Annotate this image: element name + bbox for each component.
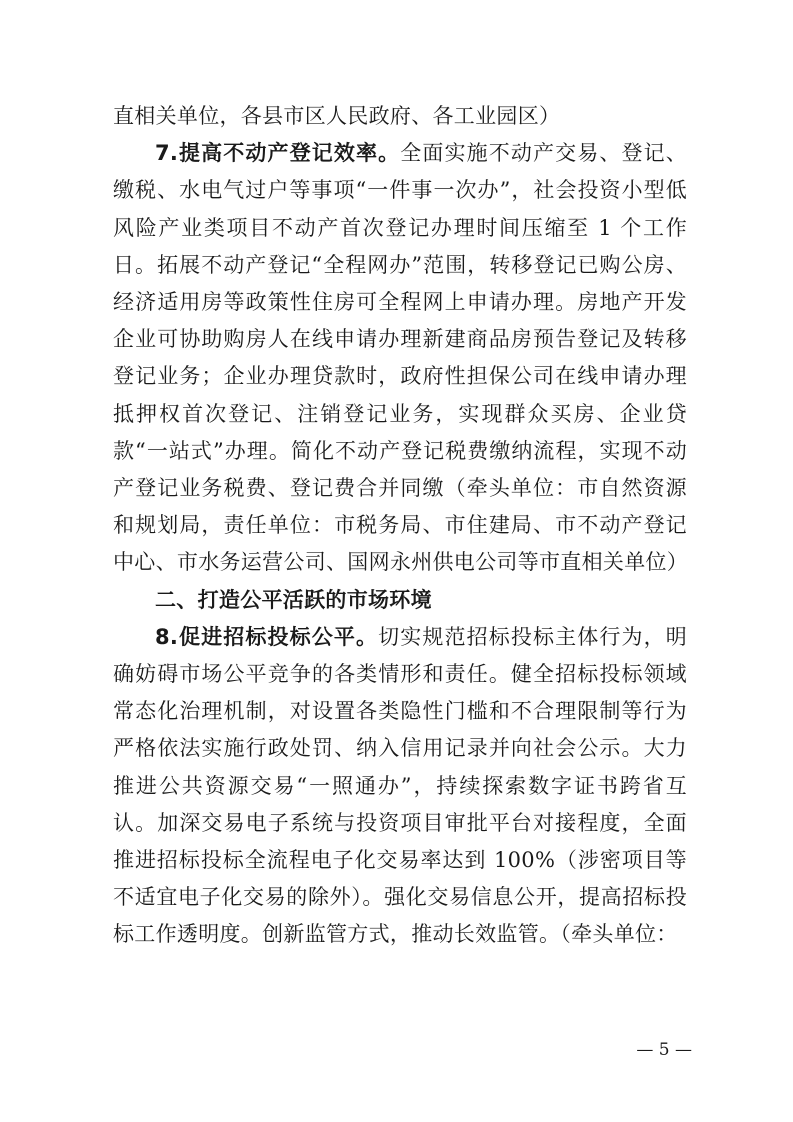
item-7-paragraph: [113, 135, 687, 581]
item-7-lead: 7.提高不动产登记效率。: [155, 141, 401, 166]
document-body: [113, 98, 687, 954]
item-8-paragraph: [113, 619, 687, 954]
section-heading: 二、打造公平活跃的市场环境: [155, 587, 432, 612]
item-7-body: 全面实施不动产交易、登记、缴税、水电气过户等事项“一件事一次办”，社会投资小型低风险产业类项目不动产首次登记办理时间压缩至 1 个工作日。拓展不动产登记“全程网办”范围，转移登记已购公房、经济适用房等政策性住房可全程网上申请办理。房地产开发企业可协助购房人在线申请办理新建商品房预告登记及转移登记业务；企业办理贷款时，政府性担保公司在线申请办理抵押权首次登记、注销登记业务，实现群众买房、企业贷款“一站式”办理。简化不动产登记税费缴纳流程，实现不动产登记业务税费、登记费合并同缴（牵头单位：市自然资源和规划局，责任单位：市税务局、市住建局、市不动产登记中心、市水务运营公司、国网永州供电公司等市直相关单位）: [113, 141, 689, 575]
item-8-body: 切实规范招标投标主体行为，明确妨碍市场公平竞争的各类情形和责任。健全招标投标领域常态化治理机制，对设置各类隐性门槛和不合理限制等行为严格依法实施行政处罚、纳入信用记录并向社会公示。大力推进公共资源交易“一照通办”，持续探索数字证书跨省互认。加深交易电子系统与投资项目审批平台对接程度，全面推进招标投标全流程电子化交易率达到 100%（涉密项目等不适宜电子化交易的除外）。强化交易信息公开，提高招标投标工作透明度。创新监管方式，推动长效监管。（牵头单位：: [113, 624, 687, 947]
item-8-lead: 8.促进招标投标公平。: [155, 624, 379, 649]
page-number: — 5 —: [636, 1040, 692, 1060]
continuation-paragraph: 直相关单位，各县市区人民政府、各工业园区）: [113, 104, 561, 128]
